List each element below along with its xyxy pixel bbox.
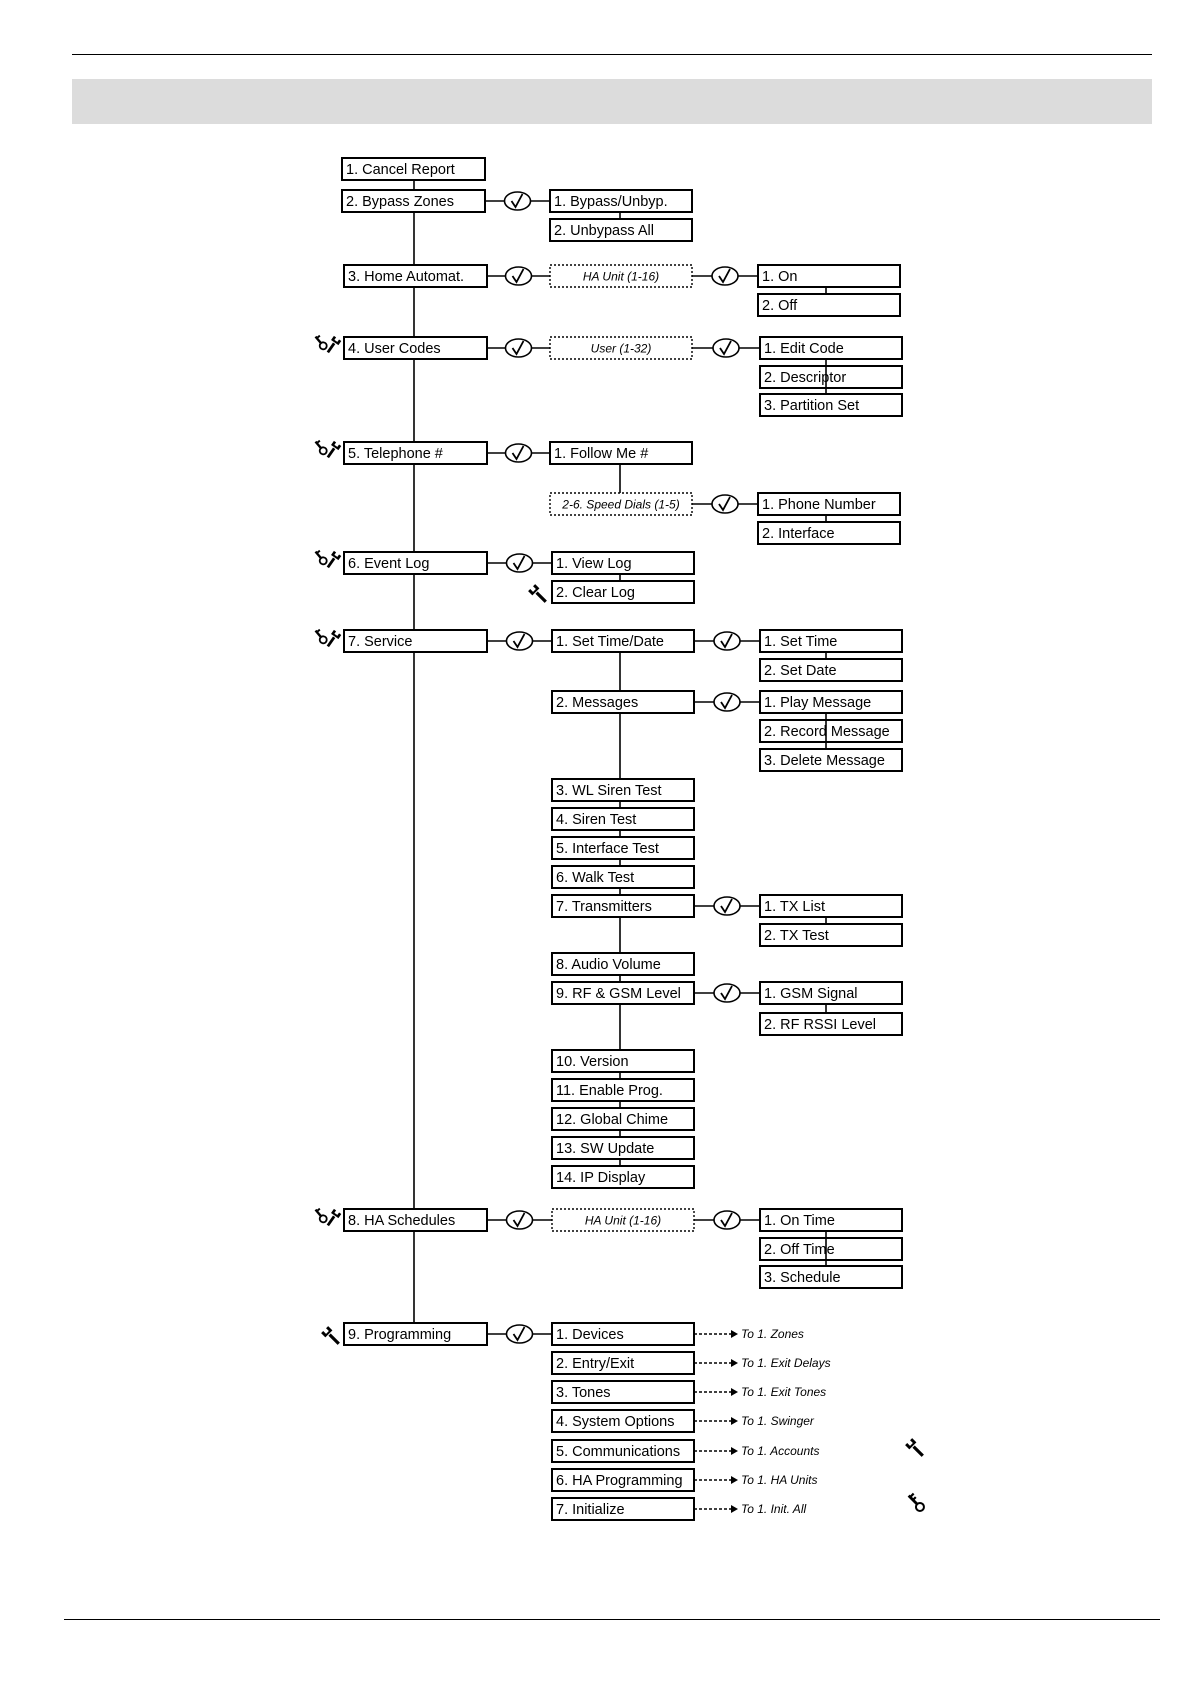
check-circle-icon [507, 554, 533, 572]
menu-item-programming-label: 9. Programming [348, 1327, 452, 1343]
target-label: To 1. Zones [741, 1327, 804, 1341]
check-circle-icon [713, 339, 739, 357]
service-detail-item[interactable] [760, 924, 902, 946]
service-detail-item-label: 2. RF RSSI Level [764, 1017, 877, 1033]
arrow-head [731, 1476, 738, 1484]
check-circle-icon [712, 267, 738, 285]
ha-schedule-sub-item-label: 3. Schedule [764, 1270, 841, 1286]
phone-number-item[interactable] [758, 493, 900, 515]
ha-unit-param-label: HA Unit (1-16) [582, 269, 660, 284]
service-detail-item-label: 1. Play Message [764, 695, 872, 711]
programming-sub-item[interactable] [552, 1469, 694, 1491]
programming-sub-item[interactable] [552, 1381, 694, 1403]
service-sub-item[interactable] [552, 1050, 694, 1072]
ha-schedule-param-label: HA Unit (1-16) [584, 1213, 662, 1228]
service-sub-item-label: 14. IP Display [556, 1170, 646, 1186]
service-sub-item-label: 2. Messages [556, 695, 639, 711]
service-sub-item-label: 4. Siren Test [556, 812, 637, 828]
target-label: To 1. HA Units [741, 1473, 818, 1487]
service-sub-item-label: 10. Version [556, 1054, 629, 1070]
service-sub-item[interactable] [552, 866, 694, 888]
installer-user-tools-icon [313, 439, 341, 460]
check-circle-icon [714, 984, 740, 1002]
menu-item-user-codes[interactable] [344, 337, 487, 359]
installer-user-tools-icon [313, 334, 341, 355]
service-detail-item[interactable] [760, 895, 902, 917]
clear-log-item[interactable] [552, 581, 694, 603]
installer-user-tools-icon [313, 549, 341, 570]
service-detail-item[interactable] [760, 1013, 902, 1035]
ha-on-item[interactable] [758, 265, 900, 287]
arrow-head [731, 1417, 738, 1425]
arrow-head [731, 1388, 738, 1396]
service-detail-item[interactable] [760, 720, 902, 742]
service-sub-item[interactable] [552, 1079, 694, 1101]
check-circle-icon [714, 632, 740, 650]
wrench-icon [528, 584, 549, 605]
user-codes-sub-item[interactable] [760, 366, 902, 388]
service-sub-item[interactable] [552, 982, 694, 1004]
programming-sub-item-label: 5. Communications [556, 1444, 681, 1460]
service-detail-item[interactable] [760, 982, 902, 1004]
target-label: To 1. Exit Tones [741, 1385, 827, 1399]
check-circle-icon [506, 444, 532, 462]
service-detail-item-label: 3. Delete Message [764, 753, 885, 769]
service-detail-item-label: 2. Record Message [764, 724, 890, 740]
service-sub-item-label: 5. Interface Test [556, 841, 659, 857]
service-detail-item[interactable] [760, 630, 902, 652]
check-circle-icon [714, 897, 740, 915]
service-sub-item[interactable] [552, 895, 694, 917]
service-sub-item[interactable] [552, 1166, 694, 1188]
arrow-head [731, 1359, 738, 1367]
service-sub-item-label: 11. Enable Prog. [556, 1083, 663, 1099]
service-sub-item-label: 1. Set Time/Date [556, 634, 664, 650]
speed-dials-param-label: 2-6. Speed Dials (1-5) [562, 497, 680, 512]
menu-item-ha-schedules[interactable] [344, 1209, 487, 1231]
user-param-label: User (1-32) [590, 341, 652, 356]
ha-unit-param[interactable] [550, 265, 692, 287]
phone-number-item-label: 1. Phone Number [762, 497, 876, 513]
service-detail-item-label: 2. TX Test [764, 928, 829, 944]
ha-schedule-sub-item[interactable] [760, 1209, 902, 1231]
service-sub-item[interactable] [552, 1108, 694, 1130]
check-circle-icon [507, 632, 533, 650]
wrench-icon [321, 1326, 342, 1347]
menu-item-telephone[interactable] [344, 442, 487, 464]
ha-schedule-sub-item-label: 2. Off Time [764, 1242, 835, 1258]
menu-item-event-log-label: 6. Event Log [348, 556, 430, 572]
ha-schedule-sub-item-label: 1. On Time [764, 1213, 835, 1229]
clear-log-item-label: 2. Clear Log [556, 585, 635, 601]
ha-off-item[interactable] [758, 294, 900, 316]
menu-item-user-codes-label: 4. User Codes [348, 341, 441, 357]
check-circle-icon [506, 339, 532, 357]
user-codes-sub-item[interactable] [760, 394, 902, 416]
bypass-unbypass-item[interactable] [550, 190, 692, 212]
unbypass-all-item-label: 2. Unbypass All [554, 223, 654, 239]
check-circle-icon [505, 192, 531, 210]
user-codes-sub-item-label: 3. Partition Set [764, 398, 860, 414]
menu-item-bypass-zones[interactable] [342, 190, 485, 212]
check-circle-icon [506, 267, 532, 285]
key-icon [906, 1492, 927, 1513]
menu-item-programming[interactable] [344, 1323, 487, 1345]
service-detail-item[interactable] [760, 749, 902, 771]
programming-sub-item-label: 6. HA Programming [556, 1473, 683, 1489]
menu-item-service[interactable] [344, 630, 487, 652]
view-log-item-label: 1. View Log [556, 556, 632, 572]
menu-item-ha-schedules-label: 8. HA Schedules [348, 1213, 456, 1229]
check-circle-icon [712, 495, 738, 513]
service-detail-item-label: 1. Set Time [764, 634, 838, 650]
programming-sub-item-label: 2. Entry/Exit [556, 1356, 635, 1372]
service-sub-item-label: 9. RF & GSM Level [556, 986, 681, 1002]
check-circle-icon [714, 1211, 740, 1229]
menu-item-service-label: 7. Service [348, 634, 413, 650]
follow-me-item[interactable] [550, 442, 692, 464]
service-sub-item-label: 3. WL Siren Test [556, 783, 662, 799]
user-codes-sub-item-label: 2. Descriptor [764, 370, 847, 386]
interface-item[interactable] [758, 522, 900, 544]
user-codes-sub-item-label: 1. Edit Code [764, 341, 844, 357]
service-sub-item[interactable] [552, 1137, 694, 1159]
follow-me-item-label: 1. Follow Me # [554, 446, 649, 462]
service-sub-item-label: 13. SW Update [556, 1141, 655, 1157]
service-sub-item-label: 12. Global Chime [556, 1112, 669, 1128]
check-circle-icon [507, 1211, 533, 1229]
service-sub-item[interactable] [552, 837, 694, 859]
user-codes-sub-item[interactable] [760, 337, 902, 359]
ha-schedule-param[interactable] [552, 1209, 694, 1231]
service-sub-item-label: 6. Walk Test [556, 870, 635, 886]
service-detail-item-label: 1. TX List [764, 899, 825, 915]
check-circle-icon [507, 1325, 533, 1343]
installer-user-tools-icon [313, 1207, 341, 1228]
target-label: To 1. Exit Delays [741, 1356, 831, 1370]
service-sub-item[interactable] [552, 808, 694, 830]
service-detail-item[interactable] [760, 691, 902, 713]
ha-schedule-sub-item[interactable] [760, 1238, 902, 1260]
service-detail-item-label: 1. GSM Signal [764, 986, 858, 1002]
service-sub-item[interactable] [552, 779, 694, 801]
menu-item-cancel-report[interactable] [342, 158, 485, 180]
arrow-head [731, 1330, 738, 1338]
ha-off-item-label: 2. Off [762, 298, 798, 314]
arrow-head [731, 1447, 738, 1455]
service-sub-item[interactable] [552, 630, 694, 652]
service-sub-item-label: 7. Transmitters [556, 899, 652, 915]
programming-sub-item[interactable] [552, 1352, 694, 1374]
programming-sub-item[interactable] [552, 1440, 694, 1462]
target-label: To 1. Accounts [741, 1444, 820, 1458]
menu-item-home-automation-label: 3. Home Automat. [348, 269, 465, 285]
service-detail-item-label: 2. Set Date [764, 663, 837, 679]
installer-user-tools-icon [313, 628, 341, 649]
wrench-icon [905, 1438, 926, 1459]
speed-dials-param[interactable] [550, 493, 692, 515]
programming-sub-item-label: 7. Initialize [556, 1502, 625, 1518]
menu-item-home-automation[interactable] [344, 265, 487, 287]
interface-item-label: 2. Interface [762, 526, 835, 542]
unbypass-all-item[interactable] [550, 219, 692, 241]
menu-item-telephone-label: 5. Telephone # [348, 446, 443, 462]
user-param[interactable] [550, 337, 692, 359]
programming-sub-item-label: 4. System Options [556, 1414, 675, 1430]
service-detail-item[interactable] [760, 659, 902, 681]
ha-on-item-label: 1. On [762, 269, 798, 285]
programming-sub-item[interactable] [552, 1323, 694, 1345]
service-sub-item-label: 8. Audio Volume [556, 957, 661, 973]
programming-sub-item-label: 3. Tones [556, 1385, 611, 1401]
check-circle-icon [714, 693, 740, 711]
service-sub-item[interactable] [552, 953, 694, 975]
menu-item-event-log[interactable] [344, 552, 487, 574]
target-label: To 1. Swinger [741, 1414, 814, 1428]
bypass-unbypass-item-label: 1. Bypass/Unbyp. [554, 194, 668, 210]
programming-sub-item-label: 1. Devices [556, 1327, 624, 1343]
ha-schedule-sub-item[interactable] [760, 1266, 902, 1288]
service-sub-item[interactable] [552, 691, 694, 713]
view-log-item[interactable] [552, 552, 694, 574]
arrow-head [731, 1505, 738, 1513]
programming-sub-item[interactable] [552, 1410, 694, 1432]
target-label: To 1. Init. All [741, 1502, 807, 1516]
menu-item-cancel-report-label: 1. Cancel Report [346, 162, 455, 178]
programming-sub-item[interactable] [552, 1498, 694, 1520]
menu-item-bypass-zones-label: 2. Bypass Zones [346, 194, 454, 210]
